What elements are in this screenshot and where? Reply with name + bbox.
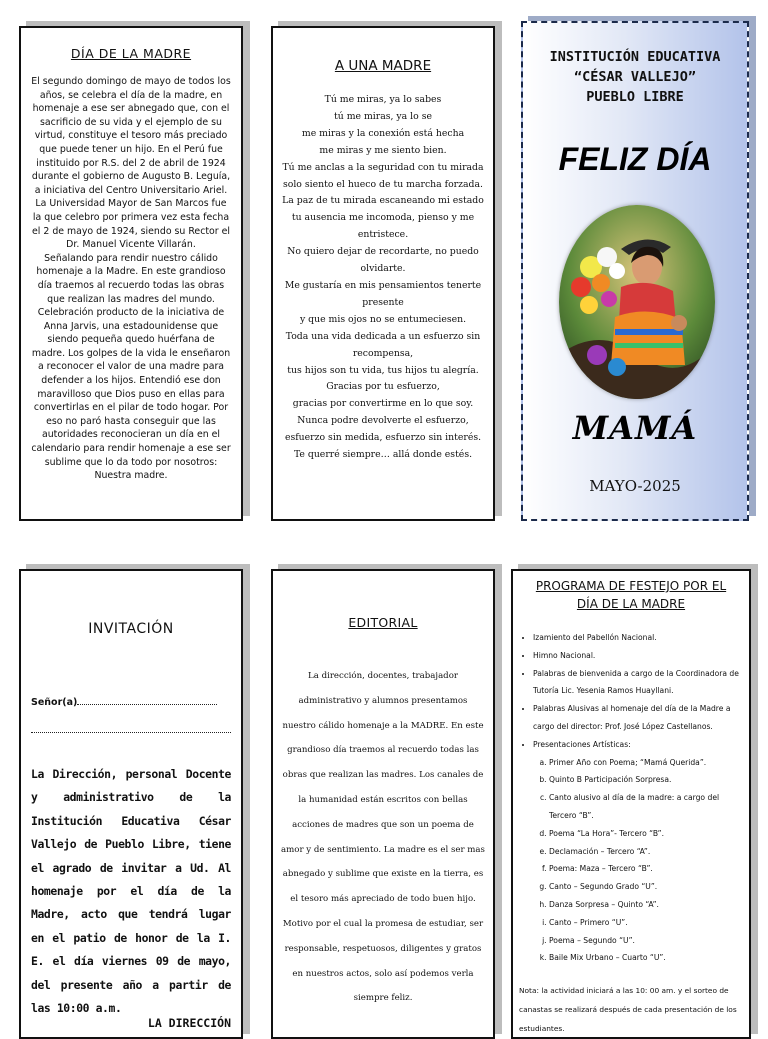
poem-line: esfuerzo sin medida, esfuerzo sin interés. (284, 432, 482, 444)
panel-portada (521, 21, 749, 521)
artistic-presentations-list (533, 754, 743, 968)
panel-dia-de-la-madre (19, 26, 243, 521)
program-note: Nota: la actividad iniciará a las 10: 00 am. y el sorteo de canastas se realizará después de cada presentación de los estudiantes. (519, 986, 737, 1034)
program-item-text: Presentaciones Artísticas: (533, 739, 631, 749)
poem-title: A UNA MADRE (334, 58, 432, 74)
date-label: MAYO-2025 (589, 477, 681, 495)
poem-line: Tú me anclas a la seguridad con tu mirada (282, 161, 484, 173)
panel-programa (511, 569, 751, 1039)
presentation-item: c. Canto alusivo al día de la madre: a cargo del Tercero “B”. (549, 789, 743, 825)
poem-line: me miras y la conexión está hecha (301, 127, 465, 139)
presentation-item: j. Poema – Segundo “U”. (549, 932, 743, 950)
mother-portrait-image (559, 205, 715, 399)
poem-line: Nunca podre devolverte el esfuerzo, (297, 415, 469, 427)
panel-title: DÍA DE LA MADRE (70, 46, 192, 61)
mama-heading: MAMÁ (572, 409, 698, 447)
institution-line-1: INSTITUCIÓN EDUCATIVA (549, 49, 721, 65)
poem-line: gracias por convertirme en lo que soy. (292, 398, 474, 410)
panel-poema (271, 26, 495, 521)
program-list (519, 629, 743, 967)
program-item-text: Palabras de bienvenida a cargo de la Coordinadora de Tutoría Lic. Yesenia Ramos Huayllani. (533, 668, 739, 696)
poem-line: y que mis ojos no se entumeciesen. (299, 313, 467, 325)
poem-line: solo siento el hueco de tu marcha forzada. (282, 178, 484, 190)
poem-line: Me gustaría en mis pensamientos tenerte presente (284, 279, 482, 308)
presentation-item: b. Quinto B Participación Sorpresa. (549, 771, 743, 789)
invitation-body: La Dirección, personal Docente y administrativo de la Institución Educativa César Vallejo de Pueblo Libre, tiene el agrado de invitar a Ud. Al homenaje por el día de la Madre, acto que tendrá lugar en el patio de honor de la I. E. el día viernes 09 de mayo, del presente año a partir de las 10:00 a.m. (31, 767, 231, 1016)
program-item (533, 700, 743, 736)
signature: LA DIRECCIÓN (147, 1016, 231, 1030)
editorial-body: La dirección, docentes, trabajador administrativo y alumnos presentamos nuestro cálido homenaje a la MADRE. En este grandioso día traemos al recuerdo todas las obras que realizan las madres. Los canales de la humanidad están escritos con bellas acciones de madres que son un poema de amor y de sentimiento. La madre es el ser mas abnegado y sublime que existe en la tierra, es el tesoro más apreciado de todo buen hijo. Motivo por el cual la promesa de estudiar, ser responsable, respetuosos, diligentes y gratos en nuestros actos, solo así podemos verla siempre feliz. (281, 671, 485, 1004)
invitation-title: INVITACIÓN (88, 621, 174, 637)
poem-line: No quiero dejar de recordarte, no puedo olvidarte. (287, 246, 479, 275)
presentation-item: f. Poema: Maza – Tercero “B”. (549, 860, 743, 878)
presentation-item: d. Poema “La Hora”- Tercero “B”. (549, 825, 743, 843)
poem-line: Toda una vida dedicada a un esfuerzo sin recompensa, (285, 330, 481, 359)
program-item (533, 647, 743, 665)
poem-line: tu ausencia me incomoda, pienso y me entristece. (291, 212, 475, 241)
feliz-dia-heading: FELIZ DÍA (558, 141, 712, 177)
program-item (533, 629, 743, 647)
poem-line: tú me miras, ya lo se (334, 110, 432, 122)
presentation-item: i. Canto – Primero “U”. (549, 914, 743, 932)
history-paragraph: El segundo domingo de mayo de todos los años, se celebra el día de la madre, en homenaje a ese ser abnegado que, con el sacrificio de su vida y el ejemplo de su virtud, constituye el tesoro más preciado que puede tener un hijo. En el Perú fue instituido por R.S. del 2 de abril de 1924 durante el gobierno de Augusto B. Leguía, a iniciativa del Centro Universitario Ariel. La Universidad Mayor de San Marcos fue la que celebro por primera vez esta fecha el 2 de mayo de 1924, siendo su Rector el Dr. Manuel Vicente Villarán. (31, 76, 231, 251)
program-title-line-1: PROGRAMA DE FESTEJO POR EL (535, 579, 727, 593)
presentation-item: g. Canto – Segundo Grado “U”. (549, 878, 743, 896)
recipient-label: Señor(a) (31, 697, 78, 708)
recipient-blank (77, 694, 217, 705)
poem-line: Te querré siempre… allá donde estés. (293, 449, 473, 461)
poem-line: me miras y me siento bien. (319, 144, 447, 156)
poem-line: tus hijos son tu vida, tus hijos tu alegría. (287, 364, 479, 376)
recipient-line (31, 694, 231, 708)
poem-body (281, 92, 485, 464)
presentation-item: k. Baile Mix Urbano – Cuarto “U”. (549, 949, 743, 967)
presentation-item: e. Declamación – Tercero “A”. (549, 843, 743, 861)
panel-invitacion (19, 569, 243, 1039)
recipient-blank-2 (31, 724, 231, 733)
poem-line: Gracias por tu esfuerzo, (326, 381, 440, 393)
institution-name (523, 47, 747, 107)
tribute-paragraph: Señalando para rendir nuestro cálido homenaje a la Madre. En este grandioso día traemos al recuerdo todas las obras que realizan las madres del mundo. Celebración producto de la iniciativa de Anna Jarvis, una estadounidense que siendo pequeña quedo huérfana de madre. Los golpes de la vida le enseñaron a reconocer el valor de una madre para defender a los hijos. Entendió ese don maravilloso que Dios puso en ellas para convertirlas en el pilar de todo hogar. Por eso no paró hasta conseguir que las autoridades reconocieran un día en el calendario para rendir homenaje a ese ser sublime que lo da todo por nosotros: Nuestra madre. (31, 252, 231, 482)
institution-line-2: “CÉSAR VALLEJO” (574, 69, 696, 85)
presentation-item: h. Danza Sorpresa – Quinto “A”. (549, 896, 743, 914)
program-item (533, 736, 743, 967)
institution-line-3: PUEBLO LIBRE (586, 89, 684, 105)
presentation-item: a. Primer Año con Poema; “Mamá Querida”. (549, 754, 743, 772)
program-item-text: Izamiento del Pabellón Nacional. (533, 633, 657, 642)
poem-line: La paz de tu mirada escaneando mi estado (282, 195, 484, 207)
program-item-text: Himno Nacional. (533, 650, 596, 660)
program-title-line-2: DÍA DE LA MADRE (576, 597, 686, 611)
editorial-title: EDITORIAL (348, 615, 418, 630)
program-title (519, 577, 743, 613)
panel-editorial (271, 569, 495, 1039)
program-item-text: Palabras Alusivas al homenaje del día de la Madre a cargo del director: Prof. José López Castellanos. (533, 704, 731, 731)
poem-line: Tú me miras, ya lo sabes (324, 94, 442, 105)
program-item (533, 665, 743, 701)
